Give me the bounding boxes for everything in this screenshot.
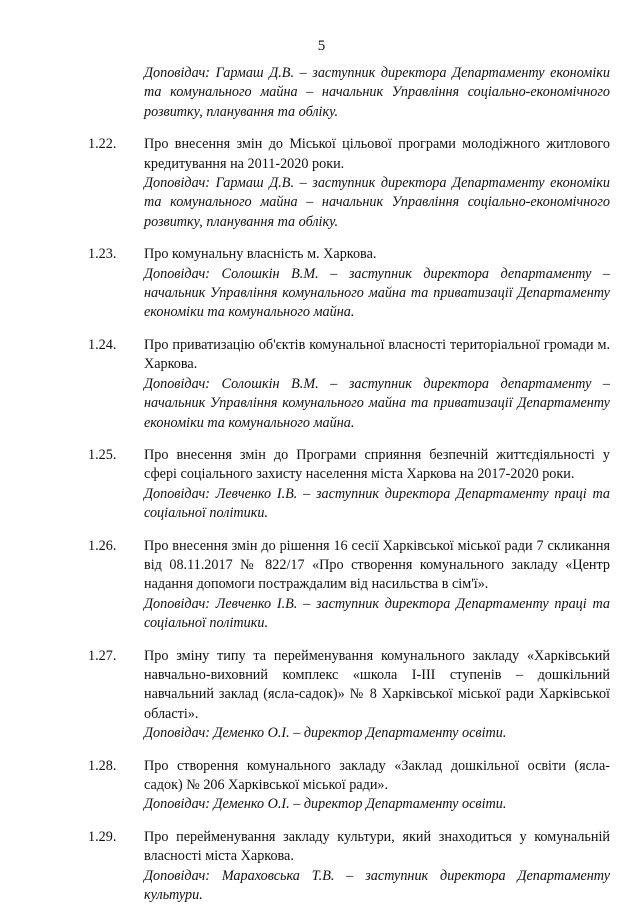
item-number: 1.24. bbox=[88, 336, 117, 353]
item-speaker: Доповідач: Левченко І.В. – заступник директора Департаменту праці та соціальної політики. bbox=[144, 595, 610, 632]
item-speaker: Доповідач: Гармаш Д.В. – заступник директора Департаменту економіки та комунального майна – начальник Управління соціально-економічного розвитку, планування та обліку. bbox=[144, 175, 610, 230]
item-title: Про внесення змін до Програми сприяння безпечній життєдіяльності у сфері соціального захисту населення міста Харкова на 2017-2020 роки. bbox=[144, 446, 610, 483]
item-title: Про зміну типу та перейменування комунального закладу «Харківський навчально-виховний комплекс «школа І-ІІІ ступенів – дошкільний навчальний заклад (ясла-садок)» № 8 Харківської міської ради Харківської області». bbox=[144, 647, 610, 722]
item-number: 1.29. bbox=[88, 828, 117, 845]
item-number: 1.26. bbox=[88, 537, 117, 554]
item-number: 1.27. bbox=[88, 647, 117, 664]
item-title: Про перейменування закладу культури, який знаходиться у комунальній власності міста Харкова. bbox=[144, 828, 610, 865]
item-number: 1.23. bbox=[88, 246, 117, 263]
item-speaker: Доповідач: Деменко О.І. – директор Департаменту освіти. bbox=[144, 725, 507, 742]
item-speaker: Доповідач: Солошкін В.М. – заступник директора департаменту – начальник Управління комунального майна та приватизації Департаменту економіки та комунального майна. bbox=[144, 265, 610, 321]
item-number: 1.28. bbox=[88, 757, 117, 774]
agenda-item-1-25 bbox=[88, 446, 610, 524]
agenda-content bbox=[88, 64, 610, 905]
item-speaker: Доповідач: Деменко О.І. – директор Департаменту освіти. bbox=[144, 796, 507, 813]
agenda-item-1-29 bbox=[88, 828, 610, 906]
item-title: Про внесення змін до Міської цільової програми молодіжного житлового кредитування на 2011-2020 роки. bbox=[144, 136, 610, 172]
agenda-item-1-28 bbox=[88, 757, 610, 815]
item-title: Про створення комунального закладу «Заклад дошкільної освіти (ясла-садок) № 206 Харківської міської ради». bbox=[144, 757, 610, 793]
intro-speaker: Доповідач: Гармаш Д.В. – заступник директора Департаменту економіки та комунального майна – начальник Управління соціально-економічного розвитку, планування та обліку. bbox=[144, 65, 610, 120]
agenda-item-1-27 bbox=[88, 647, 610, 744]
page-number: 5 bbox=[317, 38, 326, 54]
item-title: Про внесення змін до рішення 16 сесії Харківської міської ради 7 скликання від 08.11.2017 № 822/17 «Про створення комунального закладу «Центр надання допомоги постраждалим від насильства в сім'ї». bbox=[144, 537, 610, 593]
item-speaker: Доповідач: Мараховська Т.В. – заступник директора Департаменту культури. bbox=[144, 867, 610, 904]
item-title: Про приватизацію об'єктів комунальної власності територіальної громади м. Харкова. bbox=[144, 336, 610, 373]
agenda-item-1-24 bbox=[88, 336, 610, 433]
item-number: 1.25. bbox=[88, 446, 117, 463]
agenda-item-1-26 bbox=[88, 537, 610, 634]
item-speaker: Доповідач: Солошкін В.М. – заступник директора департаменту – начальник Управління комунального майна та приватизації Департаменту економіки та комунального майна. bbox=[144, 375, 610, 431]
item-number: 1.22. bbox=[88, 136, 117, 153]
item-title: Про комунальну власність м. Харкова. bbox=[144, 246, 377, 263]
agenda-item-continued bbox=[88, 64, 610, 122]
item-speaker: Доповідач: Левченко І.В. – заступник директора Департаменту праці та соціальної політики. bbox=[144, 485, 610, 522]
agenda-item-1-23 bbox=[88, 245, 610, 323]
agenda-item-1-22 bbox=[88, 135, 610, 232]
